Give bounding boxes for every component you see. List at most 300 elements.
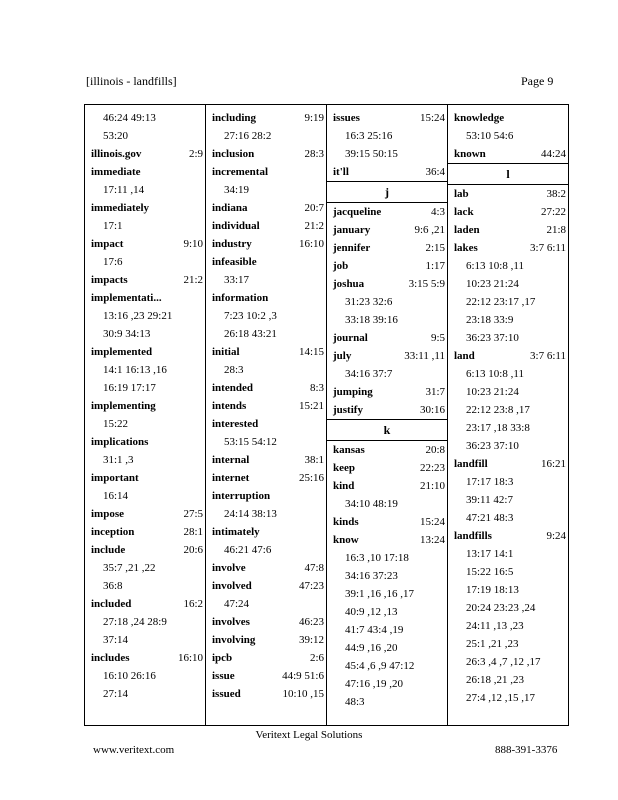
section-letter: k [327, 419, 447, 441]
page-refs: 16:3 ,10 17:18 [345, 552, 409, 564]
index-term: including [212, 112, 257, 124]
page-refs: 41:7 43:4 ,19 [345, 624, 404, 636]
page-refs: 16:3 25:16 [345, 130, 393, 142]
index-term: immediate [91, 166, 141, 178]
index-term: involve [212, 562, 246, 574]
page-refs: 39:11 42:7 [466, 494, 513, 506]
index-entry [212, 631, 324, 649]
index-term: inclusion [212, 148, 255, 160]
index-entry [91, 541, 203, 595]
page-refs: 22:23 [419, 462, 445, 474]
index-entry [333, 163, 445, 181]
page-refs: 16:19 17:17 [103, 382, 156, 394]
entry-first-line [91, 541, 203, 559]
page-refs: 3:7 6:11 [530, 242, 566, 254]
index-entry [454, 221, 566, 239]
entry-first-line [212, 469, 324, 487]
entry-first-line [333, 441, 445, 459]
page-refs: 35:7 ,21 ,22 [103, 562, 156, 574]
index-term: involves [212, 616, 250, 628]
index-term: landfills [454, 530, 492, 542]
section-letter: j [327, 181, 447, 203]
page-refs: 46:23 [298, 616, 324, 628]
entry-first-line [212, 235, 324, 253]
entry-first-line [454, 347, 566, 365]
page-refs: 22:12 23:17 ,17 [466, 296, 536, 308]
index-term: lack [454, 206, 474, 218]
index-entry [333, 257, 445, 275]
index-term: initial [212, 346, 240, 358]
page-refs: 21:8 [546, 224, 566, 236]
index-entry [212, 145, 324, 163]
entry-first-line [212, 487, 324, 505]
entry-first-line [454, 221, 566, 239]
page-refs: 2:6 [309, 652, 324, 664]
page-refs: 21:2 [304, 220, 324, 232]
index-entry [454, 185, 566, 203]
index-term: incremental [212, 166, 269, 178]
index-term: intimately [212, 526, 260, 538]
index-term: important [91, 472, 139, 484]
page-refs: 39:1 ,16 ,16 ,17 [345, 588, 415, 600]
page-refs: 23:18 33:9 [466, 314, 514, 326]
page-refs: 25:1 ,21 ,23 [466, 638, 519, 650]
entry-first-line [91, 163, 203, 181]
index-term: implementing [91, 400, 156, 412]
page-refs: 27:5 [183, 508, 203, 520]
page-refs: 17:11 ,14 [103, 184, 145, 196]
index-entry [333, 275, 445, 329]
page-refs: 24:14 38:13 [224, 508, 277, 520]
entry-first-line [333, 329, 445, 347]
index-term: it'll [333, 166, 349, 178]
page-refs: 30:16 [419, 404, 445, 416]
page-refs: 4:3 [430, 206, 445, 218]
index-term: land [454, 350, 475, 362]
page-refs: 46:21 47:6 [224, 544, 272, 556]
page-refs: 47:16 ,19 ,20 [345, 678, 404, 690]
index-term: infeasible [212, 256, 257, 268]
page-refs: 16:14 [103, 490, 129, 502]
index-entry [212, 469, 324, 487]
page-refs: 47:23 [298, 580, 324, 592]
page-refs: 15:24 [419, 112, 445, 124]
index-term: journal [333, 332, 368, 344]
page-refs: 15:21 [298, 400, 324, 412]
index-term: include [91, 544, 126, 556]
page-refs: 15:22 16:5 [466, 566, 514, 578]
page-refs: 20:8 [425, 444, 445, 456]
index-entry [333, 109, 445, 163]
page-refs: 1:17 [425, 260, 445, 272]
index-entry [212, 163, 324, 199]
page-refs: 14:1 16:13 ,16 [103, 364, 167, 376]
index-entry [212, 379, 324, 397]
page-refs: 21:2 [183, 274, 203, 286]
page-refs: 9:19 [304, 112, 324, 124]
entry-first-line [333, 221, 445, 239]
index-term: included [91, 598, 132, 610]
page-refs: 20:24 23:23 ,24 [466, 602, 536, 614]
page-refs: 53:15 54:12 [224, 436, 277, 448]
index-term: july [333, 350, 352, 362]
entry-first-line [333, 163, 445, 181]
entry-first-line [212, 613, 324, 631]
entry-first-line [212, 343, 324, 361]
entry-first-line [333, 347, 445, 365]
index-term: immediately [91, 202, 150, 214]
index-term: impose [91, 508, 124, 520]
index-term: justify [333, 404, 363, 416]
index-entry [91, 289, 203, 343]
page-refs: 34:19 [224, 184, 250, 196]
entry-first-line [212, 199, 324, 217]
page-refs: 46:24 49:13 [103, 112, 156, 124]
page-refs: 13:24 [419, 534, 445, 546]
page-refs: 10:23 21:24 [466, 278, 519, 290]
index-term: ipcb [212, 652, 233, 664]
index-entry [91, 523, 203, 541]
index-entry [333, 531, 445, 711]
entry-first-line [91, 595, 203, 613]
entry-first-line [454, 185, 566, 203]
index-term: keep [333, 462, 355, 474]
entry-first-line [212, 289, 324, 307]
page-refs: 15:24 [419, 516, 445, 528]
index-term: implementati... [91, 292, 162, 304]
index-term: internet [212, 472, 250, 484]
index-entry [212, 667, 324, 685]
page-refs: 23:17 ,18 33:8 [466, 422, 530, 434]
index-term: issued [212, 688, 241, 700]
page-refs: 47:21 48:3 [466, 512, 514, 524]
entry-first-line [212, 163, 324, 181]
index-entry [333, 401, 445, 419]
page-refs: 21:10 [419, 480, 445, 492]
page-refs: 33:17 [224, 274, 250, 286]
index-entry [91, 163, 203, 199]
entry-first-line [91, 397, 203, 415]
page-refs: 2:9 [188, 148, 203, 160]
section-letter: l [448, 163, 568, 185]
page-refs: 28:3 [224, 364, 244, 376]
page-refs: 30:9 34:13 [103, 328, 151, 340]
page-refs: 44:9 51:6 [282, 670, 324, 682]
entry-first-line [91, 289, 203, 307]
page-refs: 37:14 [103, 634, 129, 646]
index-entry [91, 649, 203, 703]
page-refs: 44:9 ,16 ,20 [345, 642, 398, 654]
page-refs: 16:21 [540, 458, 566, 470]
index-term: interruption [212, 490, 271, 502]
index-entry [212, 613, 324, 631]
index-term: jennifer [333, 242, 371, 254]
index-term: joshua [333, 278, 365, 290]
index-entry [454, 109, 566, 145]
page-refs: 10:10 ,15 [282, 688, 324, 700]
index-term: knowledge [454, 112, 505, 124]
index-entry [91, 433, 203, 469]
page-refs: 44:24 [540, 148, 566, 160]
index-term: landfill [454, 458, 488, 470]
page-refs: 13:17 14:1 [466, 548, 514, 560]
page-refs: 27:4 ,12 ,15 ,17 [466, 692, 536, 704]
header-range: [illinois - landfills] [86, 74, 177, 88]
index-term: illinois.gov [91, 148, 142, 160]
index-entry [91, 505, 203, 523]
index-entry [454, 347, 566, 455]
page-refs: 7:23 10:2 ,3 [224, 310, 277, 322]
index-entry [212, 397, 324, 415]
index-term: lakes [454, 242, 478, 254]
index-entry [333, 513, 445, 531]
index-entry [333, 383, 445, 401]
page-refs: 27:18 ,24 28:9 [103, 616, 167, 628]
index-term: individual [212, 220, 260, 232]
page-refs: 22:12 23:8 ,17 [466, 404, 530, 416]
page-refs: 36:23 37:10 [466, 440, 519, 452]
index-entry [212, 649, 324, 667]
page-refs: 38:2 [546, 188, 566, 200]
page-number: Page 9 [521, 74, 554, 88]
entry-first-line [91, 235, 203, 253]
entry-first-line [212, 577, 324, 595]
page-refs: 45:4 ,6 ,9 47:12 [345, 660, 415, 672]
entry-first-line [454, 109, 566, 127]
index-term: issue [212, 670, 235, 682]
index-entry [91, 235, 203, 271]
entry-first-line [212, 451, 324, 469]
column-divider [447, 105, 448, 725]
page-refs: 9:10 [183, 238, 203, 250]
page-refs: 9:5 [430, 332, 445, 344]
entry-first-line [333, 383, 445, 401]
page-refs: 17:17 18:3 [466, 476, 514, 488]
footer-company: Veritext Legal Solutions [255, 729, 363, 741]
page-refs: 31:23 32:6 [345, 296, 393, 308]
entry-first-line [91, 271, 203, 289]
page-refs: 40:9 ,12 ,13 [345, 606, 398, 618]
page-refs: 13:16 ,23 29:21 [103, 310, 173, 322]
index-entry [91, 145, 203, 163]
page-refs: 31:1 ,3 [103, 454, 134, 466]
index-term: interested [212, 418, 259, 430]
entry-first-line [91, 433, 203, 451]
index-entry [91, 595, 203, 649]
entry-first-line [91, 343, 203, 361]
page-refs: 38:1 [304, 454, 324, 466]
entry-first-line [333, 401, 445, 419]
page-refs: 27:16 28:2 [224, 130, 272, 142]
index-entry [212, 523, 324, 559]
entry-first-line [333, 531, 445, 549]
index-entry [333, 477, 445, 513]
index-term: indiana [212, 202, 248, 214]
entry-first-line [212, 145, 324, 163]
page-refs: 47:8 [304, 562, 324, 574]
page-refs: 34:10 48:19 [345, 498, 398, 510]
entry-first-line [212, 631, 324, 649]
entry-first-line [454, 527, 566, 545]
index-table [84, 104, 569, 726]
index-entry [91, 199, 203, 235]
index-term: kind [333, 480, 355, 492]
entry-first-line [454, 455, 566, 473]
page-refs: 10:23 21:24 [466, 386, 519, 398]
index-term: impacts [91, 274, 128, 286]
page-refs: 36:4 [425, 166, 445, 178]
entry-first-line [333, 477, 445, 495]
page-refs: 6:13 10:8 ,11 [466, 260, 524, 272]
index-term: laden [454, 224, 480, 236]
index-term: known [454, 148, 486, 160]
index-entry [91, 271, 203, 289]
index-term: information [212, 292, 269, 304]
index-entry [333, 239, 445, 257]
index-term: lab [454, 188, 469, 200]
page-refs: 39:15 50:15 [345, 148, 398, 160]
page-refs: 17:1 [103, 220, 123, 232]
index-entry [333, 203, 445, 221]
entry-first-line [333, 239, 445, 257]
footer-phone: 888-391-3376 [495, 744, 558, 756]
entry-first-line [333, 513, 445, 531]
entry-first-line [91, 469, 203, 487]
entry-first-line [333, 257, 445, 275]
page-refs: 25:16 [298, 472, 324, 484]
index-entry [333, 221, 445, 239]
page-refs: 34:16 37:23 [345, 570, 398, 582]
page-refs: 17:6 [103, 256, 123, 268]
index-entry [454, 203, 566, 221]
page-refs: 36:8 [103, 580, 123, 592]
index-term: january [333, 224, 371, 236]
index-term: job [333, 260, 349, 272]
index-entry [454, 527, 566, 707]
index-entry [212, 253, 324, 289]
index-entry [454, 455, 566, 527]
page-refs: 9:6 ,21 [414, 224, 445, 236]
page-refs: 48:3 [345, 696, 365, 708]
index-term: intends [212, 400, 247, 412]
index-entry [454, 145, 566, 163]
page-refs: 31:7 [425, 386, 445, 398]
page-refs: 16:10 [177, 652, 203, 664]
index-entry [212, 217, 324, 235]
index-entry [333, 459, 445, 477]
index-entry [333, 329, 445, 347]
index-term: intended [212, 382, 253, 394]
entry-first-line [91, 145, 203, 163]
index-entry [212, 685, 324, 703]
entry-first-line [212, 415, 324, 433]
page-refs: 26:18 ,21 ,23 [466, 674, 525, 686]
index-entry [212, 199, 324, 217]
page-refs: 26:18 43:21 [224, 328, 277, 340]
index-term: jacqueline [333, 206, 382, 218]
entry-first-line [212, 667, 324, 685]
index-entry [212, 487, 324, 523]
index-entry [212, 559, 324, 577]
entry-first-line [454, 145, 566, 163]
page-refs: 16:2 [183, 598, 203, 610]
page-refs: 16:10 [298, 238, 324, 250]
index-entry [212, 109, 324, 145]
page-refs: 17:19 18:13 [466, 584, 519, 596]
page-refs: 53:20 [103, 130, 129, 142]
entry-first-line [91, 649, 203, 667]
page-refs: 9:24 [546, 530, 566, 542]
entry-first-line [333, 459, 445, 477]
index-term: inception [91, 526, 135, 538]
entry-first-line [212, 685, 324, 703]
page-refs: 28:3 [304, 148, 324, 160]
page-refs: 26:3 ,4 ,7 ,12 ,17 [466, 656, 541, 668]
index-entry [212, 415, 324, 451]
entry-first-line [333, 109, 445, 127]
index-column-3 [333, 109, 445, 711]
entry-first-line [454, 239, 566, 257]
entry-first-line [333, 275, 445, 293]
index-term: issues [333, 112, 360, 124]
page-refs: 15:22 [103, 418, 129, 430]
page-refs: 20:6 [183, 544, 203, 556]
page-refs: 33:18 39:16 [345, 314, 398, 326]
index-term: impact [91, 238, 124, 250]
page-refs: 3:15 5:9 [408, 278, 445, 290]
page-refs: 20:7 [304, 202, 324, 214]
page-refs: 39:12 [298, 634, 324, 646]
entry-first-line [91, 505, 203, 523]
index-entry [212, 343, 324, 379]
entry-first-line [212, 649, 324, 667]
index-entry [212, 577, 324, 613]
entry-first-line [212, 559, 324, 577]
page-refs: 27:14 [103, 688, 129, 700]
index-entry [91, 469, 203, 505]
index-term: know [333, 534, 359, 546]
page-refs: 24:11 ,13 ,23 [466, 620, 524, 632]
page-refs: 2:15 [425, 242, 445, 254]
footer-website: www.veritext.com [93, 744, 175, 756]
entry-first-line [91, 523, 203, 541]
index-term: jumping [333, 386, 373, 398]
index-term: includes [91, 652, 130, 664]
page-refs: 28:1 [183, 526, 203, 538]
index-term: implemented [91, 346, 153, 358]
index-entry [91, 343, 203, 397]
column-divider [205, 105, 206, 725]
index-entry [91, 397, 203, 433]
index-entry [91, 109, 203, 145]
index-term: kansas [333, 444, 365, 456]
entry-first-line [454, 203, 566, 221]
page-refs: 16:10 26:16 [103, 670, 156, 682]
page-refs: 14:15 [298, 346, 324, 358]
page-refs: 8:3 [309, 382, 324, 394]
page-refs: 34:16 37:7 [345, 368, 393, 380]
index-term: involving [212, 634, 256, 646]
page-refs: 33:11 ,11 [404, 350, 445, 362]
index-entry [212, 289, 324, 343]
entry-first-line [212, 217, 324, 235]
page-refs: 53:10 54:6 [466, 130, 514, 142]
entry-first-line [212, 109, 324, 127]
entry-first-line [212, 379, 324, 397]
page-refs: 6:13 10:8 ,11 [466, 368, 524, 380]
index-entry [333, 441, 445, 459]
index-term: internal [212, 454, 250, 466]
